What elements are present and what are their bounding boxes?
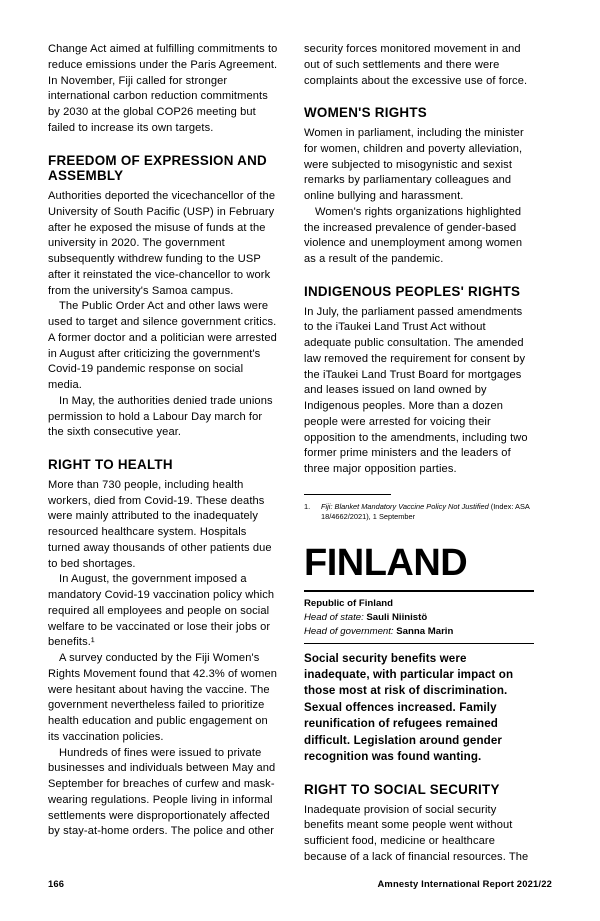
section-heading-freedom-of-expression: FREEDOM OF EXPRESSION AND ASSEMBLY [48,152,267,184]
paragraph: In July, the parliament passed amendments to the iTaukei Land Trust Act without adequate public consultation. The amended law removed the requirement for consent by the iTaukei Land Trust Board for mortgages and leases issued on land owned by Indigenous peoples. More than a dozen people were arrested for voicing their opposition to the amendments, including two former prime ministers and the leaders of three major opposition parties. [304,305,528,476]
right-column [304,42,534,863]
paragraph: The Public Order Act and other laws were used to target and silence government critics. A former doctor and a politician were arrested in August after criticizing the government's Covid-19 pandemic response on social media. [48,300,277,392]
page-footer [48,878,552,889]
paragraph: Hundreds of fines were issued to private businesses and individuals between May and September for breaches of curfew and mask-wearing regulations. People living in informal settlements were disproportionately affected by stay-at-home orders. The police and other [48,746,276,838]
paragraph: Inadequate provision of social security benefits meant some people went without sufficient food, medicine or healthcare because of a lack of financial resources. The [304,803,529,863]
footnote-divider [304,494,391,495]
section-heading-indigenous-peoples-rights: INDIGENOUS PEOPLES' RIGHTS [304,283,521,299]
footer-title: Amnesty International Report 2021/22 [377,878,552,889]
paragraph: Women in parliament, including the minister for women, children and poverty alleviation, were subjected to misogynistic and sexist remarks by parliamentary colleagues and online bullying and harassment. [304,127,524,203]
section-heading-right-to-social-security: RIGHT TO SOCIAL SECURITY [304,781,500,797]
country-divider-top [304,590,534,592]
paragraph: security forces monitored movement in and out of such settlements and there were complaints about the excessive use of force. [304,43,528,87]
paragraph: A survey conducted by the Fiji Women's Rights Movement found that 42.3% of women were hesitant about having the vaccine. The government nevertheless failed to prioritize health education and public engagement on its vaccination policies. [48,652,278,743]
footnote-number: 1. [304,501,311,511]
head-of-state-value: Sauli Niinistö [366,611,428,623]
paragraph: More than 730 people, including health workers, died from Covid-19. These deaths were mainly attributed to the inadequately resourced healthcare system. Hospitals turned away thousands of other patients due to bed shortages. [48,478,272,570]
footnote [304,502,534,522]
paragraph: In August, the government imposed a mandatory Covid-19 vaccination policy which required all employees and people on social welfare to be vaccinated or lose their jobs or benefits.¹ [48,573,275,649]
footnote-title: Fiji: Blanket Mandatory Vaccine Policy Not Justified [321,501,489,511]
page-columns [48,42,552,863]
footnote-source: (Index: ASA 18/4662/2021), 1 September [321,501,530,521]
paragraph: Authorities deported the vicechancellor of the University of South Pacific (USP) in February after he exposed the misuse of funds at the university in 2020. The government subsequently withdrew funding to the USP after it reinstated the vice-chancellor to work from the university's Samoa campus. [48,190,276,297]
head-of-government-label: Head of government: [304,625,394,637]
section-heading-right-to-health: RIGHT TO HEALTH [48,457,173,473]
head-of-government-row [304,625,534,639]
footnote-text [321,502,534,522]
country-meta [304,597,534,639]
paragraph: Change Act aimed at fulfilling commitments to reduce emissions under the Paris Agreement. In November, Fiji called for stronger international carbon reduction commitments by 2030 at the global COP26 meeting but failed to increase its own targets. [48,43,278,134]
section-heading-womens-rights: WOMEN'S RIGHTS [304,105,427,121]
page-number: 166 [48,878,65,889]
head-of-state-label: Head of state: [304,611,364,623]
country-divider-bottom [304,643,534,644]
paragraph: In May, the authorities denied trade unions permission to hold a Labour Day march for the sixth consecutive year. [48,394,273,439]
country-title: FINLAND [304,541,468,584]
head-of-state-row [304,611,534,625]
head-of-government-value: Sanna Marin [396,625,454,637]
official-country-name: Republic of Finland [304,597,394,609]
paragraph: Women's rights organizations highlighted the increased prevalence of gender-based violence and unemployment among women as a result of the pandemic. [304,205,523,266]
left-column [48,42,278,842]
country-summary: Social security benefits were inadequate, with particular impact on those most at risk of discrimination. Sexual offences increased. Family reunification of refugees remained difficult. Legislation around gender recognition was found wanting. [304,651,514,764]
